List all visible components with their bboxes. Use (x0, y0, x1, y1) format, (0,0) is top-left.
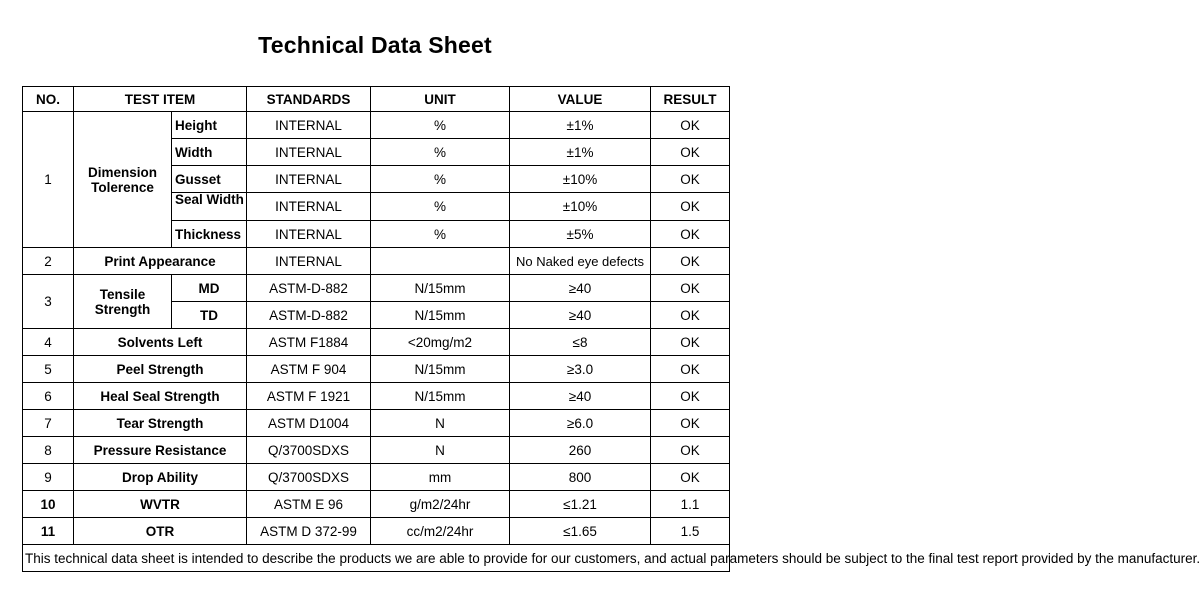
unit-cell: N/15mm (371, 383, 510, 410)
unit-cell: % (371, 166, 510, 193)
standard-cell: ASTM-D-882 (247, 275, 371, 302)
test-item: Solvents Left (74, 329, 247, 356)
group-name-line: Dimension (87, 164, 157, 180)
table-row (23, 491, 730, 518)
unit-cell: % (371, 193, 510, 221)
header-row (23, 87, 730, 112)
value-cell: No Naked eye defects (510, 248, 651, 275)
test-item: OTR (74, 518, 247, 545)
test-item: Heal Seal Strength (74, 383, 247, 410)
table-row (23, 248, 730, 275)
unit-cell: N (371, 437, 510, 464)
row-number: 10 (23, 491, 74, 518)
unit-cell: <20mg/m2 (371, 329, 510, 356)
result-cell: OK (651, 112, 730, 139)
group-name-line: Tensile (99, 286, 146, 302)
table-row (23, 275, 730, 302)
table-row (23, 464, 730, 491)
note-row (23, 545, 730, 572)
test-item-group-name (74, 112, 172, 248)
header-no: NO. (23, 87, 74, 112)
value-cell: 800 (510, 464, 651, 491)
value-cell: ≤1.21 (510, 491, 651, 518)
value-cell: ±1% (510, 112, 651, 139)
table-row (23, 329, 730, 356)
technical-data-table (22, 86, 1200, 572)
value-cell: ±5% (510, 221, 651, 248)
test-item: WVTR (74, 491, 247, 518)
header-value: VALUE (510, 87, 651, 112)
result-cell: OK (651, 302, 730, 329)
standard-cell: ASTM D 372-99 (247, 518, 371, 545)
result-cell: OK (651, 139, 730, 166)
unit-cell: N/15mm (371, 302, 510, 329)
unit-cell: mm (371, 464, 510, 491)
header-standards: STANDARDS (247, 87, 371, 112)
unit-cell (371, 248, 510, 275)
value-cell: ≥40 (510, 275, 651, 302)
row-number: 4 (23, 329, 74, 356)
value-cell: ±10% (510, 193, 651, 221)
table-row (23, 437, 730, 464)
value-cell: ≥40 (510, 383, 651, 410)
result-cell: OK (651, 383, 730, 410)
test-item: Print Appearance (74, 248, 247, 275)
value-cell: ≥3.0 (510, 356, 651, 383)
row-number: 9 (23, 464, 74, 491)
sub-item: Height (172, 112, 247, 139)
header-unit: UNIT (371, 87, 510, 112)
row-number: 5 (23, 356, 74, 383)
standard-cell: ASTM D1004 (247, 410, 371, 437)
unit-cell: cc/m2/24hr (371, 518, 510, 545)
result-cell: OK (651, 329, 730, 356)
sub-item: MD (172, 275, 247, 302)
result-cell: OK (651, 275, 730, 302)
unit-cell: N (371, 410, 510, 437)
standard-cell: ASTM F1884 (247, 329, 371, 356)
standard-cell: Q/3700SDXS (247, 464, 371, 491)
standard-cell: Q/3700SDXS (247, 437, 371, 464)
standard-cell: ASTM E 96 (247, 491, 371, 518)
standard-cell: INTERNAL (247, 139, 371, 166)
sub-item-label: Seal Width (175, 192, 244, 207)
unit-cell: % (371, 221, 510, 248)
header-result: RESULT (651, 87, 730, 112)
standard-cell: INTERNAL (247, 193, 371, 221)
table-row (23, 518, 730, 545)
header-test-item: TEST ITEM (74, 87, 247, 112)
result-cell: OK (651, 464, 730, 491)
unit-cell: % (371, 139, 510, 166)
result-cell: 1.1 (651, 491, 730, 518)
unit-cell: % (371, 112, 510, 139)
table-row (23, 356, 730, 383)
value-cell: ≥6.0 (510, 410, 651, 437)
standard-cell: INTERNAL (247, 112, 371, 139)
result-cell: OK (651, 166, 730, 193)
sub-item (172, 193, 247, 221)
unit-cell: g/m2/24hr (371, 491, 510, 518)
standard-cell: ASTM F 904 (247, 356, 371, 383)
standard-cell: INTERNAL (247, 166, 371, 193)
row-number: 1 (23, 112, 74, 248)
group-name-line: Tolerence (91, 179, 154, 195)
standard-cell: INTERNAL (247, 248, 371, 275)
table-row (23, 112, 730, 139)
result-cell: OK (651, 193, 730, 221)
page-title: Technical Data Sheet (258, 32, 492, 58)
test-item-group-name (74, 275, 172, 329)
test-item: Tear Strength (74, 410, 247, 437)
disclaimer-note: This technical data sheet is intended to describe the products we are able to provide for our customers, and actual parameters should be subject to the final test report provided by the manufacturer. (23, 545, 730, 572)
value-cell: ≥40 (510, 302, 651, 329)
value-cell: ≤1.65 (510, 518, 651, 545)
result-cell: 1.5 (651, 518, 730, 545)
result-cell: OK (651, 248, 730, 275)
standard-cell: ASTM F 1921 (247, 383, 371, 410)
row-number: 3 (23, 275, 74, 329)
table-row (23, 383, 730, 410)
result-cell: OK (651, 356, 730, 383)
unit-cell: N/15mm (371, 356, 510, 383)
result-cell: OK (651, 410, 730, 437)
row-number: 7 (23, 410, 74, 437)
sub-item: Gusset (172, 166, 247, 193)
table-row (23, 410, 730, 437)
standard-cell: INTERNAL (247, 221, 371, 248)
test-item: Peel Strength (74, 356, 247, 383)
unit-cell: N/15mm (371, 275, 510, 302)
row-number: 11 (23, 518, 74, 545)
value-cell: ±10% (510, 166, 651, 193)
standard-cell: ASTM-D-882 (247, 302, 371, 329)
value-cell: 260 (510, 437, 651, 464)
result-cell: OK (651, 221, 730, 248)
result-cell: OK (651, 437, 730, 464)
test-item: Drop Ability (74, 464, 247, 491)
sub-item: TD (172, 302, 247, 329)
sub-item: Width (172, 139, 247, 166)
value-cell: ±1% (510, 139, 651, 166)
test-item: Pressure Resistance (74, 437, 247, 464)
row-number: 2 (23, 248, 74, 275)
value-cell: ≤8 (510, 329, 651, 356)
group-name-line: Strength (94, 301, 151, 317)
sub-item: Thickness (172, 221, 247, 248)
row-number: 8 (23, 437, 74, 464)
row-number: 6 (23, 383, 74, 410)
